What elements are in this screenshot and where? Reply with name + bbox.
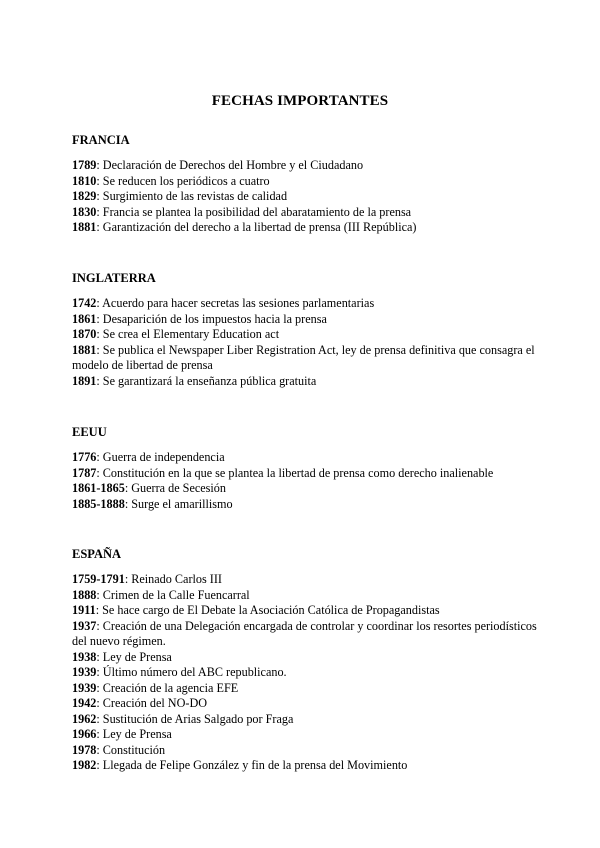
date-entry [72, 650, 542, 666]
date-entry [72, 481, 542, 497]
date-entry [72, 158, 542, 174]
entry-year: 1881 [72, 342, 97, 357]
entry-text: : Llegada de Felipe González y fin de la prensa del Movimiento [96, 758, 408, 772]
entry-year: 1938 [72, 649, 97, 664]
entry-text: : Se reducen los periódicos a cuatro [96, 173, 270, 188]
entry-text: : Crimen de la Calle Fuencarral [96, 587, 250, 602]
date-entry [72, 189, 542, 205]
date-entry [72, 450, 542, 466]
entry-text: : Sustitución de Arias Salgado por Fraga [96, 711, 294, 726]
date-entry [72, 296, 542, 312]
entry-year: 1861 [72, 311, 97, 326]
entry-text: : Se garantizará la enseñanza pública gratuita [96, 373, 317, 388]
entry-text: : Guerra de Secesión [124, 481, 226, 495]
entry-text: : Creación de la agencia EFE [96, 680, 239, 695]
date-entry [72, 681, 542, 697]
entry-year: 1789 [72, 158, 97, 172]
entry-text: : Francia se plantea la posibilidad del abaratamiento de la prensa [96, 204, 412, 219]
entry-text: : Ley de Prensa [96, 727, 172, 741]
section-heading: EEUU [72, 425, 107, 439]
date-entry [72, 205, 542, 221]
date-entry [72, 588, 542, 604]
entry-year: 1939 [72, 680, 97, 695]
entry-year: 1888 [72, 587, 97, 602]
entry-text: : Se publica el Newspaper Liber Registration Act, ley de prensa definitiva que consagra el modelo de libertad de prensa [72, 342, 535, 372]
entry-year: 1759-1791 [72, 572, 125, 586]
entry-text: : Creación de una Delegación encargada de controlar y coordinar los resortes periodísticos del nuevo régimen. [72, 618, 537, 648]
entry-year: 1810 [72, 173, 97, 188]
date-entry [72, 497, 542, 513]
entry-text: : Desaparición de los impuestos hacia la prensa [96, 311, 327, 326]
entry-text: : Reinado Carlos III [124, 572, 222, 586]
entry-year: 1776 [72, 450, 97, 464]
entry-text: : Acuerdo para hacer secretas las sesiones parlamentarias [96, 296, 375, 310]
page-title: FECHAS IMPORTANTES [211, 93, 389, 109]
section-heading: FRANCIA [72, 133, 130, 147]
date-entry [72, 603, 542, 619]
date-entry [72, 572, 542, 588]
date-entry [72, 374, 542, 390]
entry-year: 1891 [72, 373, 97, 388]
section-espana [72, 546, 542, 774]
entry-text: : Constitución en la que se plantea la libertad de prensa como derecho inalienable [96, 465, 494, 480]
entry-year: 1870 [72, 327, 97, 341]
section-francia [72, 132, 542, 236]
entry-year: 1911 [72, 603, 96, 617]
section-heading: ESPAÑA [72, 547, 122, 561]
entry-year: 1939 [72, 665, 97, 679]
entry-year: 1861-1865 [72, 481, 125, 495]
entry-year: 1830 [72, 204, 97, 219]
date-entry [72, 174, 542, 190]
entry-text: : Se crea el Elementary Education act [96, 327, 280, 341]
entry-text: : Ley de Prensa [96, 649, 172, 664]
section-eeuu [72, 424, 542, 512]
entry-text: : Constitución [96, 742, 166, 757]
date-entry [72, 743, 542, 759]
entry-year: 1978 [72, 742, 97, 757]
entry-text: : Se hace cargo de El Debate la Asociación Católica de Propagandistas [95, 603, 440, 617]
entry-text: : Surgimiento de las revistas de calidad [96, 189, 288, 203]
entry-year: 1942 [72, 696, 97, 710]
date-entry [72, 727, 542, 743]
entry-year: 1881 [72, 220, 97, 234]
date-entry [72, 696, 542, 712]
entry-year: 1829 [72, 189, 97, 203]
date-entry [72, 312, 542, 328]
date-entry [72, 466, 542, 482]
entry-year: 1885-1888 [72, 496, 125, 511]
entry-year: 1982 [72, 758, 97, 772]
date-entry [72, 619, 542, 650]
entry-text: : Garantización del derecho a la libertad de prensa (III República) [96, 220, 417, 234]
entry-text: : Guerra de independencia [96, 450, 225, 464]
date-entry [72, 758, 542, 774]
date-entry [72, 327, 542, 343]
date-entry [72, 220, 542, 236]
section-inglaterra [72, 270, 542, 389]
entry-text: : Surge el amarillismo [124, 496, 233, 511]
date-entry [72, 343, 542, 374]
entry-text: : Creación del NO-DO [96, 696, 208, 710]
date-entry [72, 665, 542, 681]
entry-year: 1742 [72, 296, 97, 310]
entry-text: : Declaración de Derechos del Hombre y el Ciudadano [96, 158, 364, 172]
entry-year: 1962 [72, 711, 97, 726]
section-heading: INGLATERRA [72, 271, 156, 285]
entry-year: 1937 [72, 618, 97, 633]
date-entry [72, 712, 542, 728]
entry-year: 1966 [72, 727, 97, 741]
entry-text: : Último número del ABC republicano. [96, 665, 287, 679]
entry-year: 1787 [72, 465, 97, 480]
